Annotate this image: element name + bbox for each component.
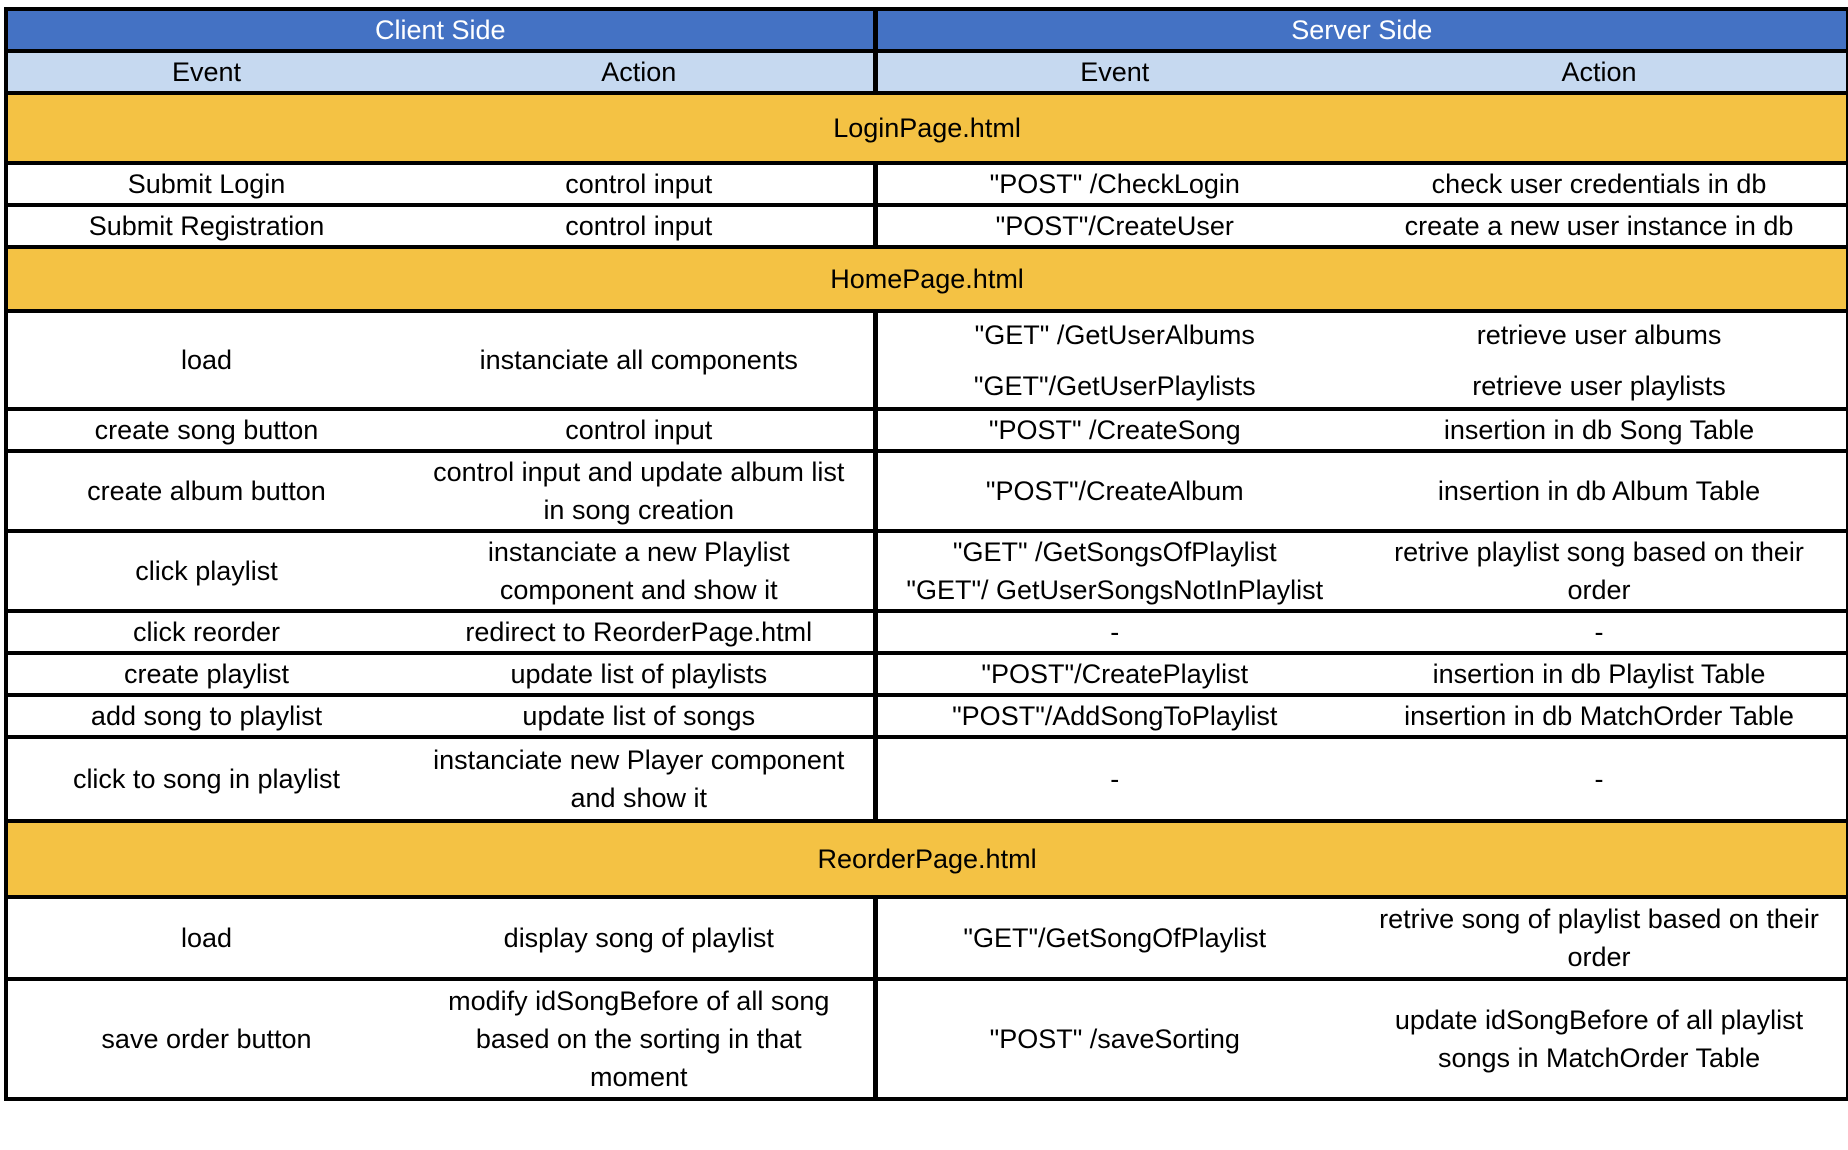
client-action-cell bbox=[405, 737, 875, 821]
client-action-cell: update list of playlists bbox=[405, 653, 875, 695]
client-action-cell bbox=[405, 451, 875, 531]
table-row bbox=[6, 979, 1848, 1099]
section-title-home: HomePage.html bbox=[6, 247, 1848, 311]
server-action-cell bbox=[1352, 897, 1848, 979]
client-event-cell: save order button bbox=[6, 979, 405, 1099]
table-row bbox=[6, 163, 1848, 205]
section-title-login: LoginPage.html bbox=[6, 93, 1848, 163]
client-action-cell bbox=[405, 531, 875, 611]
client-action-line: modify idSongBefore of all song bbox=[448, 986, 830, 1016]
client-action-line: and show it bbox=[570, 783, 708, 813]
server-action-cell: insertion in db Playlist Table bbox=[1352, 653, 1848, 695]
table-row bbox=[6, 695, 1848, 737]
server-event-cell: "POST" /saveSorting bbox=[875, 979, 1352, 1099]
client-event-cell: add song to playlist bbox=[6, 695, 405, 737]
server-action-header: Action bbox=[1352, 51, 1848, 93]
line-gap bbox=[884, 354, 1347, 367]
client-event-cell: create playlist bbox=[6, 653, 405, 695]
server-action-cell: create a new user instance in db bbox=[1352, 205, 1848, 247]
table-row bbox=[6, 611, 1848, 653]
client-action-cell: control input bbox=[405, 163, 875, 205]
server-action-line: songs in MatchOrder Table bbox=[1437, 1043, 1761, 1073]
server-event-cell: "POST"/AddSongToPlaylist bbox=[875, 695, 1352, 737]
server-action-line: order bbox=[1567, 942, 1631, 972]
server-action-cell bbox=[1352, 311, 1848, 409]
client-event-cell: create song button bbox=[6, 409, 405, 451]
server-event-cell: "POST" /CreateSong bbox=[875, 409, 1352, 451]
server-event-cell bbox=[875, 531, 1352, 611]
server-event-line: "GET" /GetSongsOfPlaylist bbox=[952, 537, 1277, 567]
server-side-header: Server Side bbox=[875, 9, 1848, 51]
server-event-cell: - bbox=[875, 737, 1352, 821]
server-event-line: "GET" /GetUserAlbums bbox=[974, 319, 1255, 350]
server-action-cell: check user credentials in db bbox=[1352, 163, 1848, 205]
server-event-header: Event bbox=[875, 51, 1352, 93]
line-gap bbox=[1358, 354, 1840, 367]
client-action-cell: control input bbox=[405, 409, 875, 451]
client-event-cell: load bbox=[6, 311, 405, 409]
client-action-header: Action bbox=[405, 51, 875, 93]
client-action-cell: control input bbox=[405, 205, 875, 247]
table-row bbox=[6, 205, 1848, 247]
client-action-cell: update list of songs bbox=[405, 695, 875, 737]
client-action-line: in song creation bbox=[543, 495, 735, 525]
section-title-reorder: ReorderPage.html bbox=[6, 821, 1848, 897]
client-action-cell bbox=[405, 979, 875, 1099]
server-action-line: update idSongBefore of all playlist bbox=[1394, 1005, 1804, 1035]
server-event-cell: - bbox=[875, 611, 1352, 653]
client-action-cell: instanciate all components bbox=[405, 311, 875, 409]
table-row bbox=[6, 653, 1848, 695]
table-row bbox=[6, 451, 1848, 531]
server-action-line: order bbox=[1567, 575, 1631, 605]
server-event-cell: "POST" /CheckLogin bbox=[875, 163, 1352, 205]
client-action-line: based on the sorting in that bbox=[475, 1024, 802, 1054]
server-action-line: retrive song of playlist based on their bbox=[1379, 904, 1819, 934]
server-action-line: retrieve user albums bbox=[1476, 319, 1722, 350]
client-action-line: moment bbox=[589, 1062, 688, 1092]
server-action-cell: - bbox=[1352, 737, 1848, 821]
server-action-cell: insertion in db Album Table bbox=[1352, 451, 1848, 531]
client-event-cell: load bbox=[6, 897, 405, 979]
server-event-cell: "POST"/CreatePlaylist bbox=[875, 653, 1352, 695]
side-header-row bbox=[6, 9, 1848, 51]
client-action-line: instanciate new Player component bbox=[433, 745, 845, 775]
client-action-line: control input and update album list bbox=[433, 457, 845, 487]
client-event-cell: click to song in playlist bbox=[6, 737, 405, 821]
table-row bbox=[6, 897, 1848, 979]
client-event-cell: click reorder bbox=[6, 611, 405, 653]
server-action-cell: insertion in db MatchOrder Table bbox=[1352, 695, 1848, 737]
server-event-cell: "GET"/GetSongOfPlaylist bbox=[875, 897, 1352, 979]
client-event-cell: Submit Registration bbox=[6, 205, 405, 247]
server-event-cell: "POST"/CreateAlbum bbox=[875, 451, 1352, 531]
event-action-table bbox=[4, 7, 1848, 1101]
server-event-line: "GET"/ GetUserSongsNotInPlaylist bbox=[906, 575, 1324, 605]
server-action-cell: - bbox=[1352, 611, 1848, 653]
server-action-line: retrieve user playlists bbox=[1472, 370, 1726, 401]
client-action-cell: redirect to ReorderPage.html bbox=[405, 611, 875, 653]
table-row bbox=[6, 409, 1848, 451]
client-event-cell: click playlist bbox=[6, 531, 405, 611]
client-event-cell: Submit Login bbox=[6, 163, 405, 205]
table-row bbox=[6, 531, 1848, 611]
server-event-cell: "POST"/CreateUser bbox=[875, 205, 1352, 247]
column-header-row bbox=[6, 51, 1848, 93]
client-event-header: Event bbox=[6, 51, 405, 93]
client-action-line: component and show it bbox=[499, 575, 778, 605]
section-row-login bbox=[6, 93, 1848, 163]
table-row bbox=[6, 737, 1848, 821]
client-event-cell: create album button bbox=[6, 451, 405, 531]
client-action-line: instanciate a new Playlist bbox=[487, 537, 790, 567]
section-row-reorder bbox=[6, 821, 1848, 897]
server-action-line: retrive playlist song based on their bbox=[1394, 537, 1804, 567]
server-event-line: "GET"/GetUserPlaylists bbox=[973, 370, 1256, 401]
client-side-header: Client Side bbox=[6, 9, 875, 51]
client-action-cell: display song of playlist bbox=[405, 897, 875, 979]
server-action-cell: insertion in db Song Table bbox=[1352, 409, 1848, 451]
server-action-cell bbox=[1352, 979, 1848, 1099]
section-row-home bbox=[6, 247, 1848, 311]
server-action-cell bbox=[1352, 531, 1848, 611]
table-row bbox=[6, 311, 1848, 409]
server-event-cell bbox=[875, 311, 1352, 409]
